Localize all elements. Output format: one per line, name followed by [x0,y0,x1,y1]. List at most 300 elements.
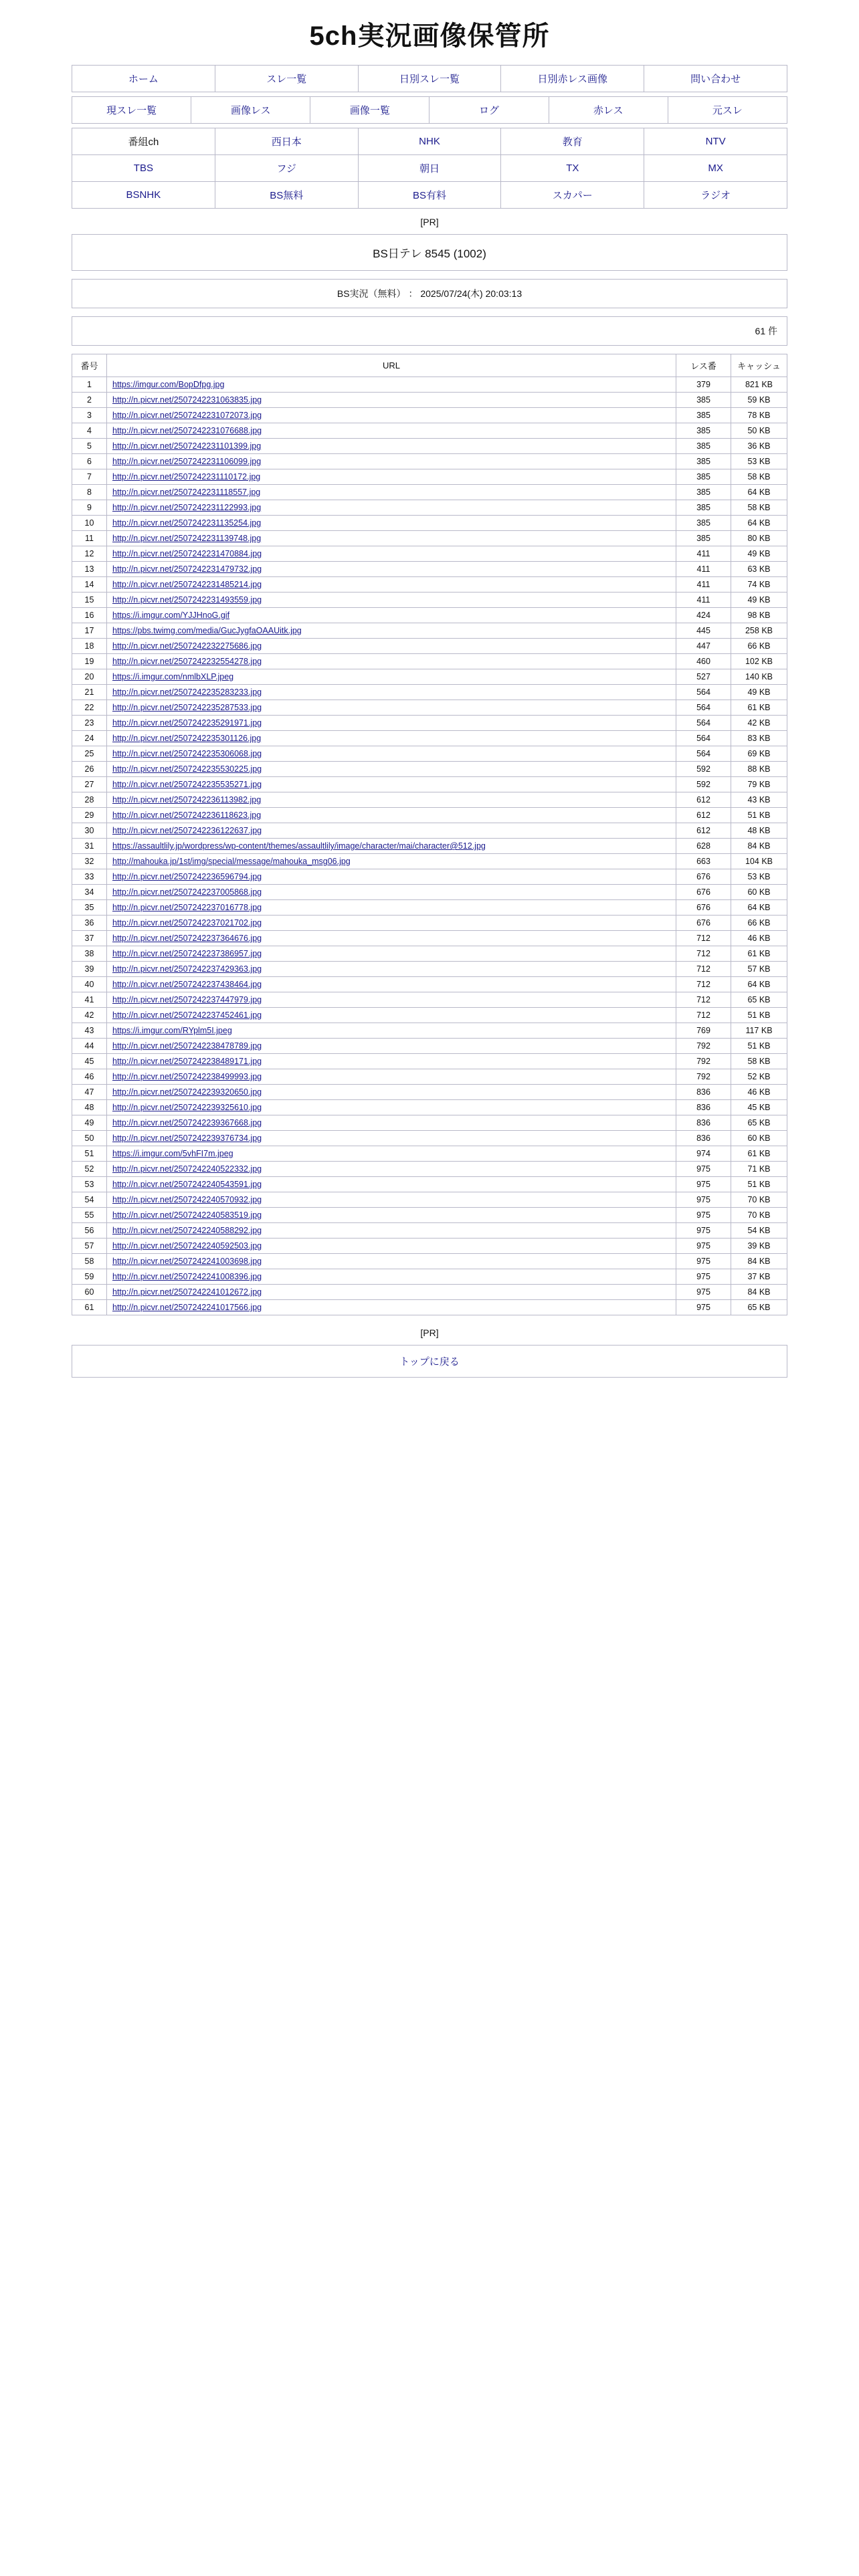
image-link[interactable]: http://n.picvr.net/2507242237021702.jpg [112,918,262,928]
channel-fuji[interactable] [215,155,358,182]
row-res-number: 663 [676,854,731,869]
row-cache-size: 49 KB [731,593,787,608]
row-url-cell [107,423,676,439]
row-number: 25 [72,746,107,762]
row-url-cell [107,531,676,546]
row-number: 13 [72,562,107,577]
row-res-number: 385 [676,485,731,500]
row-res-number: 564 [676,700,731,716]
channel-label: BS無料 [270,190,304,201]
channel-bs-paid[interactable] [358,182,501,209]
image-link[interactable]: http://n.picvr.net/2507242240543591.jpg [112,1180,262,1189]
row-cache-size: 52 KB [731,1069,787,1085]
table-row [72,439,787,454]
nav-label: 赤レス [593,105,624,116]
row-number: 2 [72,393,107,408]
row-url-cell [107,408,676,423]
row-cache-size: 59 KB [731,393,787,408]
row-url-cell [107,962,676,977]
table-row [72,593,787,608]
channel-kyoiku[interactable] [501,128,644,155]
row-res-number: 460 [676,654,731,669]
row-res-number: 612 [676,808,731,823]
image-link[interactable]: http://n.picvr.net/2507242240522332.jpg [112,1164,262,1174]
table-row [72,916,787,931]
row-url-cell [107,1239,676,1254]
channel-label: スカパー [552,190,593,201]
row-number: 47 [72,1085,107,1100]
row-url-cell [107,916,676,931]
row-number: 18 [72,639,107,654]
row-url-cell [107,716,676,731]
row-number: 58 [72,1254,107,1269]
image-link[interactable]: http://n.picvr.net/2507242231106099.jpg [112,457,262,466]
table-row [72,992,787,1008]
image-link[interactable]: http://n.picvr.net/2507242231110172.jpg [112,472,261,481]
row-res-number: 527 [676,669,731,685]
row-cache-size: 61 KB [731,700,787,716]
table-row [72,408,787,423]
row-number: 17 [72,623,107,639]
thread-title-box: BS日テレ 8545 (1002) [72,234,787,271]
nav-item-thread-list[interactable] [215,66,358,92]
row-res-number: 836 [676,1131,731,1146]
row-url-cell [107,1269,676,1285]
row-number: 7 [72,469,107,485]
image-link[interactable]: http://n.picvr.net/2507242235301126.jpg [112,734,262,743]
row-url-cell [107,1054,676,1069]
row-number: 15 [72,593,107,608]
row-number: 46 [72,1069,107,1085]
channel-label: 西日本 [271,136,302,148]
image-link[interactable]: http://n.picvr.net/2507242237429363.jpg [112,964,262,974]
row-url-cell [107,454,676,469]
table-row [72,977,787,992]
row-res-number: 385 [676,454,731,469]
channel-label: フジ [276,163,296,175]
image-link[interactable]: http://n.picvr.net/2507242236596794.jpg [112,872,262,881]
row-number: 3 [72,408,107,423]
row-number: 39 [72,962,107,977]
table-row [72,1177,787,1192]
image-link[interactable]: http://n.picvr.net/2507242231479732.jpg [112,564,262,574]
image-link[interactable]: http://n.picvr.net/2507242231076688.jpg [112,426,262,435]
table-row [72,1162,787,1177]
row-number: 37 [72,931,107,946]
primary-nav-row [72,66,787,92]
image-link[interactable]: http://n.picvr.net/2507242237016778.jpg [112,903,262,912]
image-link[interactable]: http://n.picvr.net/2507242235283233.jpg [112,687,262,697]
nav-item-daily-red-res-images[interactable] [501,66,644,92]
row-url-cell [107,377,676,393]
row-res-number: 411 [676,577,731,593]
row-cache-size: 74 KB [731,577,787,593]
image-link[interactable]: http://n.picvr.net/2507242235287533.jpg [112,703,262,712]
pr-label-bottom: [PR] [420,1327,439,1338]
image-link[interactable]: https://i.imgur.com/nmlbXLP.jpeg [112,672,234,681]
channel-ntv[interactable] [644,128,787,155]
row-res-number: 411 [676,562,731,577]
channel-asahi[interactable] [358,155,501,182]
image-link[interactable]: http://n.picvr.net/2507242238489171.jpg [112,1057,262,1066]
image-link[interactable]: http://n.picvr.net/2507242240570932.jpg [112,1195,262,1204]
row-res-number: 592 [676,762,731,777]
row-res-number: 712 [676,962,731,977]
channel-tbs[interactable] [72,155,215,182]
row-res-number: 975 [676,1300,731,1315]
row-res-number: 792 [676,1069,731,1085]
row-res-number: 628 [676,839,731,854]
row-cache-size: 84 KB [731,1254,787,1269]
row-cache-size: 70 KB [731,1208,787,1223]
image-link[interactable]: http://n.picvr.net/2507242231072073.jpg [112,411,262,420]
table-row [72,931,787,946]
table-row [72,1054,787,1069]
row-res-number: 712 [676,977,731,992]
channel-label: TBS [133,163,153,174]
row-number: 9 [72,500,107,516]
channel-bangumi-ch[interactable] [72,128,215,155]
row-cache-size: 54 KB [731,1223,787,1239]
table-row [72,393,787,408]
image-link[interactable]: http://n.picvr.net/2507242231493559.jpg [112,595,262,605]
image-link[interactable]: http://n.picvr.net/2507242238478789.jpg [112,1041,262,1051]
row-res-number: 676 [676,900,731,916]
row-number: 24 [72,731,107,746]
row-cache-size: 63 KB [731,562,787,577]
row-number: 49 [72,1115,107,1131]
row-number: 26 [72,762,107,777]
channel-skyperfect[interactable] [501,182,644,209]
row-cache-size: 51 KB [731,808,787,823]
channel-label: NHK [419,136,440,147]
channel-nishinihon[interactable] [215,128,358,155]
image-link[interactable]: http://n.picvr.net/2507242237364676.jpg [112,934,262,943]
image-link[interactable]: http://n.picvr.net/2507242231470884.jpg [112,549,262,558]
table-row [72,1023,787,1039]
secondary-nav [72,96,787,124]
row-url-cell [107,469,676,485]
row-url-cell [107,562,676,577]
image-table-head [72,354,787,377]
nav-item-red-res[interactable] [549,97,668,124]
image-link[interactable]: http://n.picvr.net/2507242237438464.jpg [112,980,262,989]
channel-nav-row-1 [72,128,787,155]
row-res-number: 612 [676,823,731,839]
image-link[interactable]: http://n.picvr.net/2507242231135254.jpg [112,518,262,528]
row-number: 55 [72,1208,107,1223]
row-number: 23 [72,716,107,731]
row-url-cell [107,639,676,654]
row-number: 4 [72,423,107,439]
nav-label: 日別赤レス画像 [537,74,608,85]
row-res-number: 836 [676,1085,731,1100]
row-url-cell [107,1254,676,1269]
row-cache-size: 821 KB [731,377,787,393]
image-link[interactable]: http://n.picvr.net/2507242235291971.jpg [112,718,262,728]
image-link[interactable]: http://n.picvr.net/2507242236118623.jpg [112,811,262,820]
row-cache-size: 64 KB [731,977,787,992]
channel-label: 番組ch [128,136,159,148]
row-number: 30 [72,823,107,839]
channel-mx[interactable] [644,155,787,182]
back-to-top-label: トップに戻る [399,1356,460,1368]
row-url-cell [107,669,676,685]
image-link[interactable]: http://n.picvr.net/2507242241012672.jpg [112,1287,262,1297]
image-link[interactable]: http://n.picvr.net/2507242241017566.jpg [112,1303,262,1312]
row-url-cell [107,623,676,639]
row-url-cell [107,762,676,777]
table-row [72,700,787,716]
row-number: 45 [72,1054,107,1069]
image-link[interactable]: http://n.picvr.net/2507242235306068.jpg [112,749,262,758]
row-res-number: 385 [676,393,731,408]
image-link[interactable]: http://n.picvr.net/2507242235530225.jpg [112,764,262,774]
image-link[interactable]: http://n.picvr.net/2507242240592503.jpg [112,1241,262,1251]
table-row [72,685,787,700]
row-url-cell [107,746,676,762]
row-cache-size: 70 KB [731,1192,787,1208]
nav-label: 画像レス [230,105,271,116]
table-row [72,1100,787,1115]
row-number: 50 [72,1131,107,1146]
image-link[interactable]: http://n.picvr.net/2507242231101399.jpg [112,441,262,451]
image-link[interactable]: http://n.picvr.net/2507242239376734.jpg [112,1134,262,1143]
row-url-cell [107,546,676,562]
row-res-number: 411 [676,593,731,608]
nav-label: ログ [479,105,500,116]
row-res-number: 712 [676,1008,731,1023]
table-row [72,546,787,562]
row-number: 54 [72,1192,107,1208]
row-cache-size: 65 KB [731,1115,787,1131]
row-cache-size: 104 KB [731,854,787,869]
table-row [72,808,787,823]
image-link[interactable]: http://n.picvr.net/2507242241008396.jpg [112,1272,262,1281]
row-url-cell [107,577,676,593]
nav-item-daily-thread-list[interactable] [358,66,501,92]
row-cache-size: 84 KB [731,839,787,854]
row-url-cell [107,608,676,623]
image-link[interactable]: https://i.imgur.com/RYplm5I.jpeg [112,1026,232,1035]
row-url-cell [107,808,676,823]
row-res-number: 676 [676,885,731,900]
image-link[interactable]: http://n.picvr.net/2507242231485214.jpg [112,580,262,589]
row-number: 10 [72,516,107,531]
row-url-cell [107,485,676,500]
row-number: 6 [72,454,107,469]
nav-item-contact[interactable] [644,66,787,92]
row-cache-size: 64 KB [731,900,787,916]
table-row [72,608,787,623]
row-cache-size: 58 KB [731,469,787,485]
row-url-cell [107,839,676,854]
table-row [72,731,787,746]
table-row [72,577,787,593]
nav-item-image-res[interactable] [191,97,310,124]
image-link[interactable]: https://imgur.com/BopDfpg.jpg [112,380,225,389]
row-url-cell [107,1223,676,1239]
image-link[interactable]: https://assaultlily.jp/wordpress/wp-content/themes/assaultlily/image/character/mai/character@512.jpg [112,841,486,851]
row-url-cell [107,500,676,516]
row-url-cell [107,777,676,792]
table-row [72,654,787,669]
row-url-cell [107,1208,676,1223]
row-url-cell [107,992,676,1008]
row-res-number: 792 [676,1054,731,1069]
row-cache-size: 51 KB [731,1008,787,1023]
row-number: 8 [72,485,107,500]
row-number: 27 [72,777,107,792]
row-res-number: 385 [676,516,731,531]
row-res-number: 385 [676,423,731,439]
channel-nav-row-3 [72,182,787,209]
row-number: 20 [72,669,107,685]
thread-subtitle-box: BS実況（無料） ： 2025/07/24(木) 20:03:13 [72,279,787,308]
row-res-number: 385 [676,531,731,546]
row-number: 36 [72,916,107,931]
image-link[interactable]: http://n.picvr.net/2507242236122637.jpg [112,826,262,835]
channel-label: 朝日 [419,163,440,175]
row-res-number: 564 [676,716,731,731]
channel-bsnhk[interactable] [72,182,215,209]
row-number: 57 [72,1239,107,1254]
image-link[interactable]: https://i.imgur.com/5vhFI7m.jpeg [112,1149,233,1158]
image-link[interactable]: http://n.picvr.net/2507242237005868.jpg [112,887,262,897]
table-row [72,1254,787,1269]
row-res-number: 975 [676,1177,731,1192]
table-row [72,777,787,792]
row-cache-size: 71 KB [731,1162,787,1177]
channel-nhk[interactable] [358,128,501,155]
nav-item-original-thread[interactable] [668,97,787,124]
row-number: 48 [72,1100,107,1115]
row-url-cell [107,1008,676,1023]
channel-tx[interactable] [501,155,644,182]
secondary-nav-row [72,97,787,124]
row-cache-size: 83 KB [731,731,787,746]
image-link[interactable]: http://n.picvr.net/2507242239320650.jpg [112,1087,262,1097]
row-cache-size: 64 KB [731,516,787,531]
row-url-cell [107,516,676,531]
channel-bs-free[interactable] [215,182,358,209]
table-row [72,1008,787,1023]
image-link[interactable]: http://n.picvr.net/2507242235535271.jpg [112,780,262,789]
image-link[interactable]: http://n.picvr.net/2507242239367668.jpg [112,1118,262,1128]
row-res-number: 379 [676,377,731,393]
image-link[interactable]: http://mahouka.jp/1st/img/special/message/mahouka_msg06.jpg [112,857,351,866]
nav-item-current-threads[interactable] [72,97,191,124]
channel-radio[interactable] [644,182,787,209]
row-url-cell [107,823,676,839]
row-res-number: 975 [676,1269,731,1285]
row-number: 14 [72,577,107,593]
row-res-number: 676 [676,916,731,931]
image-link[interactable]: http://n.picvr.net/2507242231118557.jpg [112,488,261,497]
image-link[interactable]: http://n.picvr.net/2507242238499993.jpg [112,1072,262,1081]
table-row [72,1208,787,1223]
row-url-cell [107,1085,676,1100]
table-row [72,746,787,762]
row-res-number: 975 [676,1208,731,1223]
image-link[interactable]: http://n.picvr.net/2507242232275686.jpg [112,641,262,651]
table-row [72,1269,787,1285]
back-to-top-button[interactable] [72,1345,787,1378]
channel-nav-row-2 [72,155,787,182]
row-number: 44 [72,1039,107,1054]
image-table-header-row [72,354,787,377]
image-link[interactable]: http://n.picvr.net/2507242237452461.jpg [112,1010,262,1020]
image-link[interactable]: http://n.picvr.net/2507242231063835.jpg [112,395,262,405]
image-link[interactable]: https://pbs.twimg.com/media/GucJygfaOAAUitk.jpg [112,626,302,635]
row-url-cell [107,439,676,454]
table-row [72,962,787,977]
row-number: 34 [72,885,107,900]
row-cache-size: 48 KB [731,823,787,839]
row-cache-size: 60 KB [731,1131,787,1146]
row-url-cell [107,1023,676,1039]
row-res-number: 836 [676,1100,731,1115]
image-link[interactable]: http://n.picvr.net/2507242240583519.jpg [112,1210,262,1220]
image-link[interactable]: http://n.picvr.net/2507242231122993.jpg [112,503,262,512]
image-link[interactable]: https://i.imgur.com/YJJHnoG.gif [112,611,230,620]
image-link[interactable]: http://n.picvr.net/2507242231139748.jpg [112,534,262,543]
row-cache-size: 46 KB [731,1085,787,1100]
table-row [72,1192,787,1208]
row-number: 5 [72,439,107,454]
image-link[interactable]: http://n.picvr.net/2507242232554278.jpg [112,657,262,666]
nav-item-home[interactable] [72,66,215,92]
row-res-number: 424 [676,608,731,623]
nav-label: 画像一覧 [349,105,390,116]
row-cache-size: 80 KB [731,531,787,546]
table-row [72,562,787,577]
image-link[interactable]: http://n.picvr.net/2507242236113982.jpg [112,795,262,804]
row-number: 43 [72,1023,107,1039]
image-link[interactable]: http://n.picvr.net/2507242240588292.jpg [112,1226,262,1235]
row-res-number: 411 [676,546,731,562]
row-res-number: 712 [676,946,731,962]
image-link[interactable]: http://n.picvr.net/2507242239325610.jpg [112,1103,262,1112]
row-url-cell [107,869,676,885]
row-res-number: 676 [676,869,731,885]
image-link[interactable]: http://n.picvr.net/2507242237386957.jpg [112,949,262,958]
nav-item-image-list[interactable] [310,97,430,124]
page-title: 5ch実況画像保管所 [309,21,550,51]
table-row [72,469,787,485]
row-res-number: 564 [676,685,731,700]
table-row [72,869,787,885]
row-url-cell [107,1192,676,1208]
table-row [72,377,787,393]
row-number: 12 [72,546,107,562]
row-res-number: 836 [676,1115,731,1131]
row-cache-size: 79 KB [731,777,787,792]
row-res-number: 592 [676,777,731,792]
row-url-cell [107,1177,676,1192]
row-cache-size: 37 KB [731,1269,787,1285]
nav-item-log[interactable] [430,97,549,124]
row-number: 16 [72,608,107,623]
nav-label: ホーム [128,74,159,85]
image-link[interactable]: http://n.picvr.net/2507242241003698.jpg [112,1257,262,1266]
image-link[interactable]: http://n.picvr.net/2507242237447979.jpg [112,995,262,1004]
row-url-cell [107,1100,676,1115]
row-res-number: 769 [676,1023,731,1039]
row-cache-size: 42 KB [731,716,787,731]
row-url-cell [107,393,676,408]
row-number: 19 [72,654,107,669]
